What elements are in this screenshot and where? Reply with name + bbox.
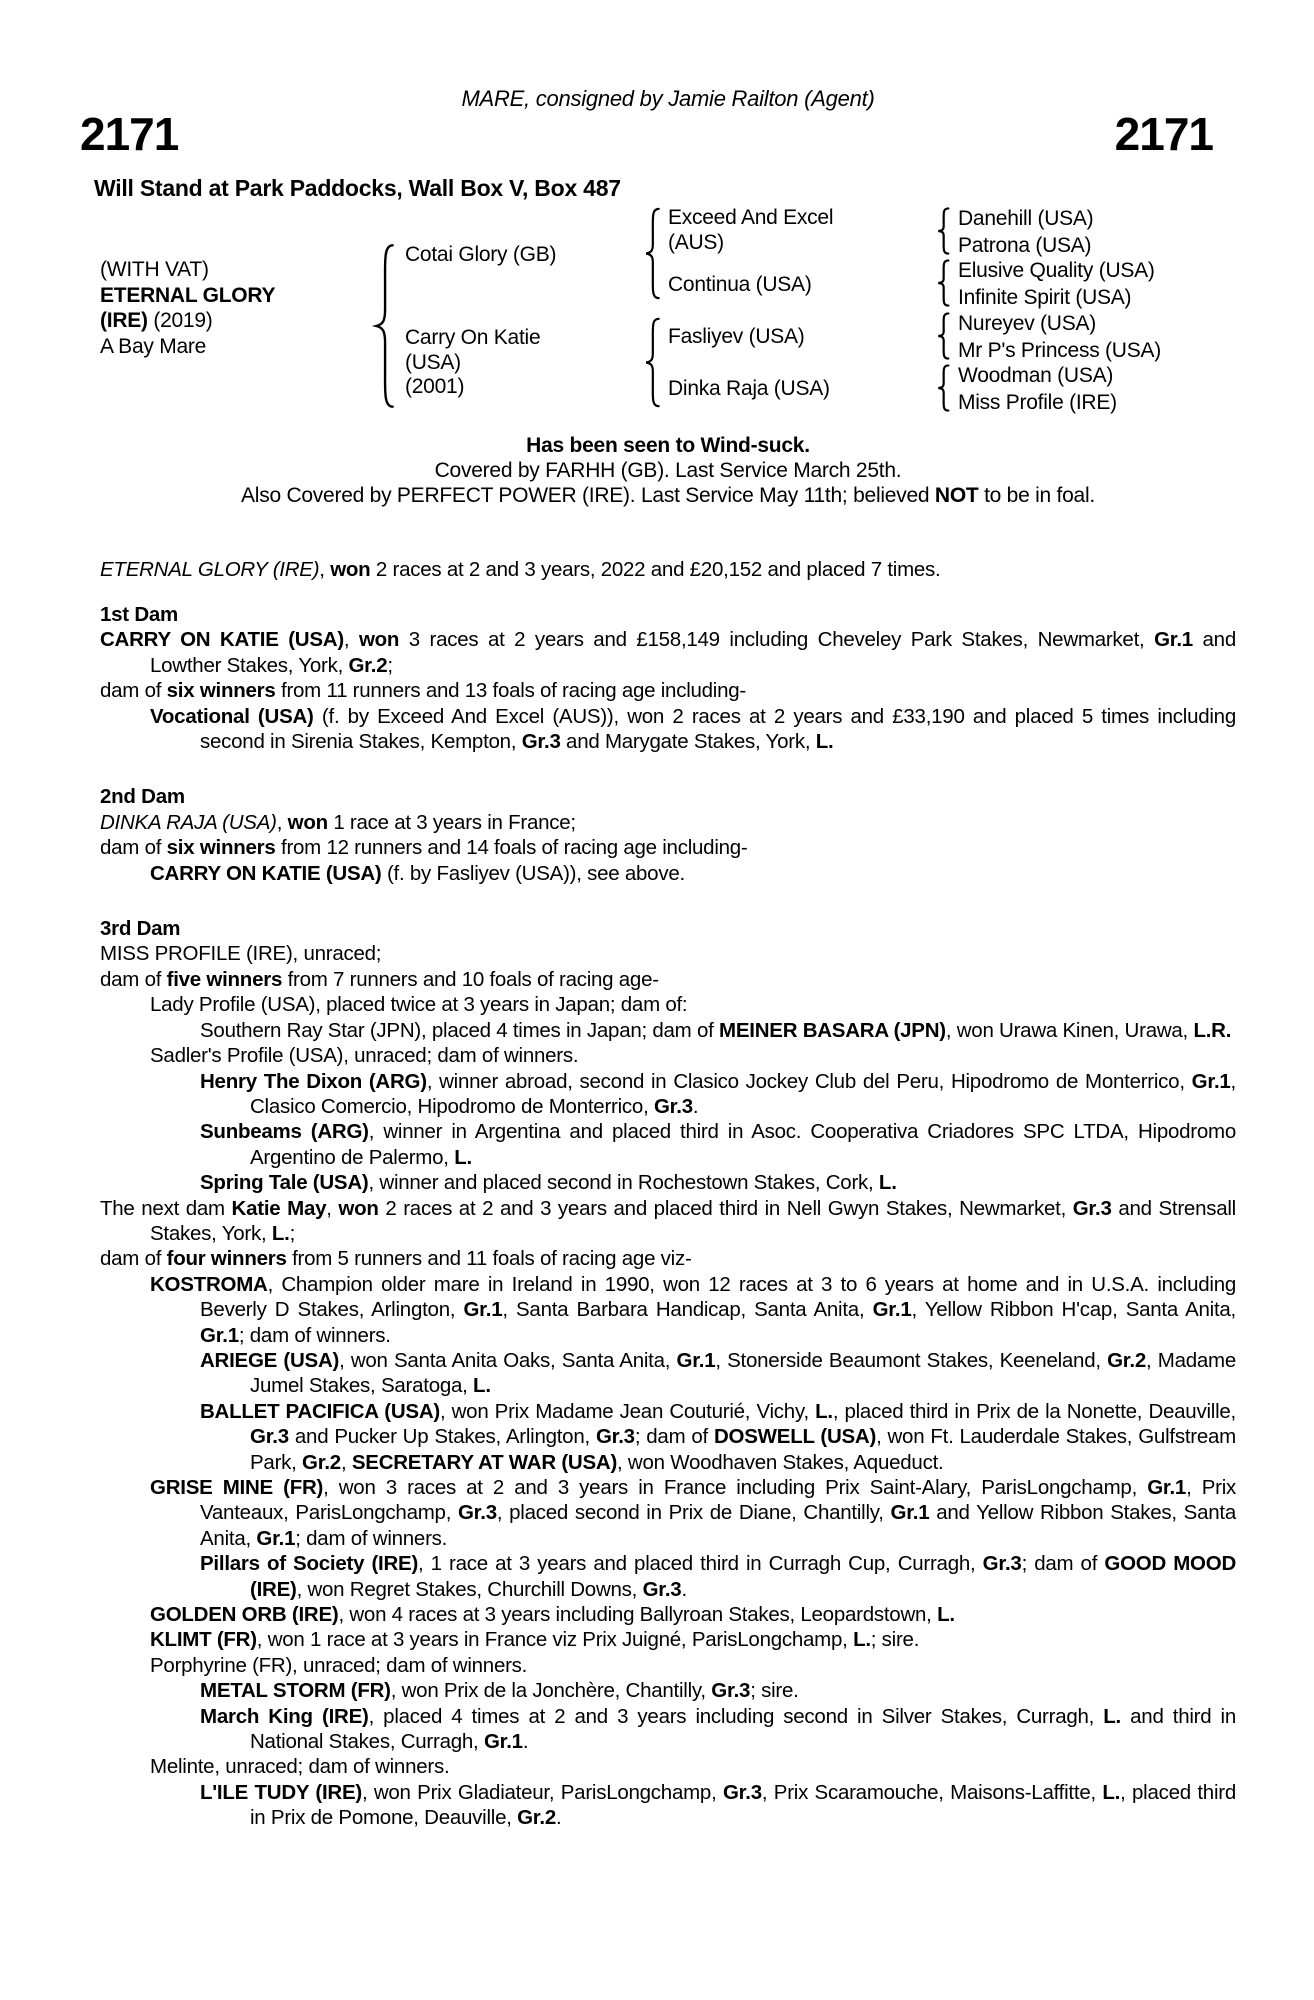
dam-section: [100, 916, 1236, 1831]
pedigree-paragraph: METAL STORM (FR), won Prix de la Jonchère, Chantilly, Gr.3; sire.: [200, 1679, 799, 1703]
pedigree-paragraph: GRISE MINE (FR), won 3 races at 2 and 3 years in France including Prix Saint-Alary, ParisLongchamp, Gr.1, Prix Vanteaux, ParisLongchamp, Gr.3, placed second in Prix de Diane, Chantilly, Gr.1 and Yellow Ribbon Stakes, Santa Anita, Gr.1; dam of winners.: [150, 1476, 1236, 1550]
pedigree-brace: [935, 207, 951, 255]
pedigree-brace: [371, 242, 397, 410]
pedigree-paragraph: Henry The Dixon (ARG), winner abroad, second in Clasico Jockey Club del Peru, Hipodromo de Monterrico, Gr.1, Clasico Comercio, Hipodromo de Monterrico, Gr.3.: [200, 1069, 1236, 1118]
pedigree-paragraph: Melinte, unraced; dam of winners.: [150, 1755, 450, 1779]
pedigree-brace: [642, 207, 662, 300]
consignor-line: MARE, consigned by Jamie Railton (Agent): [461, 86, 875, 111]
covering-notices: [100, 433, 1236, 508]
notice-line: Has been seen to Wind-suck.: [526, 434, 810, 457]
lot-number-left: 2171: [80, 108, 179, 160]
mare-name: ETERNAL GLORY: [100, 283, 276, 307]
ancestor-pair: Nureyev (USA) Mr P's Princess (USA): [958, 312, 1161, 362]
ancestor-pair: Elusive Quality (USA) Infinite Spirit (USA): [958, 259, 1155, 309]
notice-line: Covered by FARHH (GB). Last Service March 25th.: [434, 459, 902, 482]
pedigree-paragraph: dam of six winners from 11 runners and 13 foals of racing age including-: [100, 679, 746, 703]
pedigree-paragraph: Spring Tale (USA), winner and placed second in Rochestown Stakes, Cork, L.: [200, 1171, 897, 1195]
section-heading: 3rd Dam: [100, 917, 181, 941]
pedigree-paragraph: dam of four winners from 5 runners and 11 foals of racing age viz-: [100, 1247, 692, 1271]
pedigree-paragraph: CARRY ON KATIE (USA), won 3 races at 2 years and £158,149 including Cheveley Park Stakes, Newmarket, Gr.1 and Lowther Stakes, York, Gr.2;: [100, 628, 1236, 677]
ancestor-name: Dinka Raja (USA): [668, 377, 830, 400]
ancestor-name: Fasliyev (USA): [668, 325, 805, 348]
pedigree-paragraph: Porphyrine (FR), unraced; dam of winners.: [150, 1653, 528, 1677]
pedigree-paragraph: Southern Ray Star (JPN), placed 4 times in Japan; dam of MEINER BASARA (JPN), won Urawa Kinen, Urawa, L.R.: [200, 1018, 1232, 1042]
lot-number-right: 2171: [1114, 108, 1213, 160]
pedigree-paragraph: The next dam Katie May, won 2 races at 2 and 3 years and placed third in Nell Gwyn Stakes, Newmarket, Gr.3 and Strensall Stakes, York, L.;: [100, 1196, 1236, 1245]
pedigree-paragraph: MISS PROFILE (IRE), unraced;: [100, 942, 382, 966]
pedigree-paragraph: CARRY ON KATIE (USA) (f. by Fasliyev (USA)), see above.: [150, 861, 685, 885]
pedigree-paragraph: Vocational (USA) (f. by Exceed And Excel (AUS)), won 2 races at 2 years and £33,190 and placed 5 times including second in Sirenia Stakes, Kempton, Gr.3 and Marygate Stakes, York, L.: [150, 704, 1236, 754]
dam-section: [100, 602, 1236, 754]
pedigree-brace: [935, 312, 951, 360]
mare-suffix-year: (IRE) (2019): [100, 309, 213, 332]
stand-location: Will Stand at Park Paddocks, Wall Box V, Box 487: [94, 175, 621, 201]
pedigree-paragraph: ARIEGE (USA), won Santa Anita Oaks, Santa Anita, Gr.1, Stonerside Beaumont Stakes, Keeneland, Gr.2, Madame Jumel Stakes, Saratoga, L.: [200, 1348, 1236, 1398]
pedigree-paragraph: March King (IRE), placed 4 times at 2 and 3 years including second in Silver Stakes, Curragh, L. and third in National Stakes, Curragh, Gr.1.: [200, 1704, 1236, 1754]
ancestor-name: Continua (USA): [668, 273, 812, 296]
section-heading: 1st Dam: [100, 603, 179, 626]
pedigree-brace: [935, 259, 951, 307]
mare-description: A Bay Mare: [100, 334, 207, 358]
mare-details: [100, 257, 275, 359]
pedigree-paragraph: GOLDEN ORB (IRE), won 4 races at 3 years including Ballyroan Stakes, Leopardstown, L.: [150, 1603, 955, 1627]
section-heading: 2nd Dam: [100, 785, 185, 809]
pedigree-paragraph: Sunbeams (ARG), winner in Argentina and placed third in Asoc. Cooperativa Criadores SPC LTDA, Hipodromo Argentino de Palermo, L.: [200, 1120, 1236, 1169]
sire-name: Cotai Glory (GB): [405, 243, 557, 266]
dam-sections: [100, 602, 1236, 1831]
dam-section: [100, 784, 1236, 886]
ancestor-pair: Woodman (USA) Miss Profile (IRE): [958, 364, 1117, 414]
pedigree-paragraph: dam of five winners from 7 runners and 10 foals of racing age-: [100, 967, 659, 991]
pedigree-paragraph: KOSTROMA, Champion older mare in Ireland in 1990, won 12 races at 3 to 6 years at home and in U.S.A. including Beverly D Stakes, Arlington, Gr.1, Santa Barbara Handicap, Santa Anita, Gr.1, Yellow Ribbon H'cap, Santa Anita, Gr.1; dam of winners.: [150, 1272, 1236, 1347]
pedigree-paragraph: Sadler's Profile (USA), unraced; dam of winners.: [150, 1044, 579, 1068]
pedigree-brace: [642, 317, 662, 408]
ancestor-name: Exceed And Excel (AUS): [668, 206, 834, 254]
pedigree-paragraph: Pillars of Society (IRE), 1 race at 3 years and placed third in Curragh Cup, Curragh, Gr.3; dam of GOOD MOOD (IRE), won Regret Stakes, Churchill Downs, Gr.3.: [200, 1552, 1236, 1601]
vat-note: (WITH VAT): [100, 258, 209, 281]
pedigree-paragraph: DINKA RAJA (USA), won 1 race at 3 years in France;: [100, 810, 576, 834]
pedigree-paragraph: L'ILE TUDY (IRE), won Prix Gladiateur, ParisLongchamp, Gr.3, Prix Scaramouche, Maisons-Laffitte, L., placed third in Prix de Pomone, Deauville, Gr.2.: [200, 1780, 1236, 1830]
notice-line: Also Covered by PERFECT POWER (IRE). Last Service May 11th; believed NOT to be in foal.: [241, 484, 1095, 507]
dam-name: Carry On Katie (USA) (2001): [405, 326, 541, 399]
pedigree-paragraph: dam of six winners from 12 runners and 14 foals of racing age including-: [100, 836, 748, 860]
ancestor-pair: Danehill (USA) Patrona (USA): [958, 207, 1094, 257]
pedigree-paragraph: KLIMT (FR), won 1 race at 3 years in France viz Prix Juigné, ParisLongchamp, L.; sire.: [150, 1628, 920, 1652]
pedigree-brace: [935, 364, 951, 412]
race-record: ETERNAL GLORY (IRE), won 2 races at 2 and 3 years, 2022 and £20,152 and placed 7 times.: [100, 558, 941, 581]
pedigree-paragraph: Lady Profile (USA), placed twice at 3 years in Japan; dam of:: [150, 993, 688, 1017]
pedigree-paragraph: BALLET PACIFICA (USA), won Prix Madame Jean Couturié, Vichy, L., placed third in Prix de la Nonette, Deauville, Gr.3 and Pucker Up Stakes, Arlington, Gr.3; dam of DOSWELL (USA), won Ft. Lauderdale Stakes, Gulfstream Park, Gr.2, SECRETARY AT WAR (USA), won Woodhaven Stakes, Aqueduct.: [200, 1399, 1236, 1474]
pedigree-table: [0, 0, 1314, 430]
